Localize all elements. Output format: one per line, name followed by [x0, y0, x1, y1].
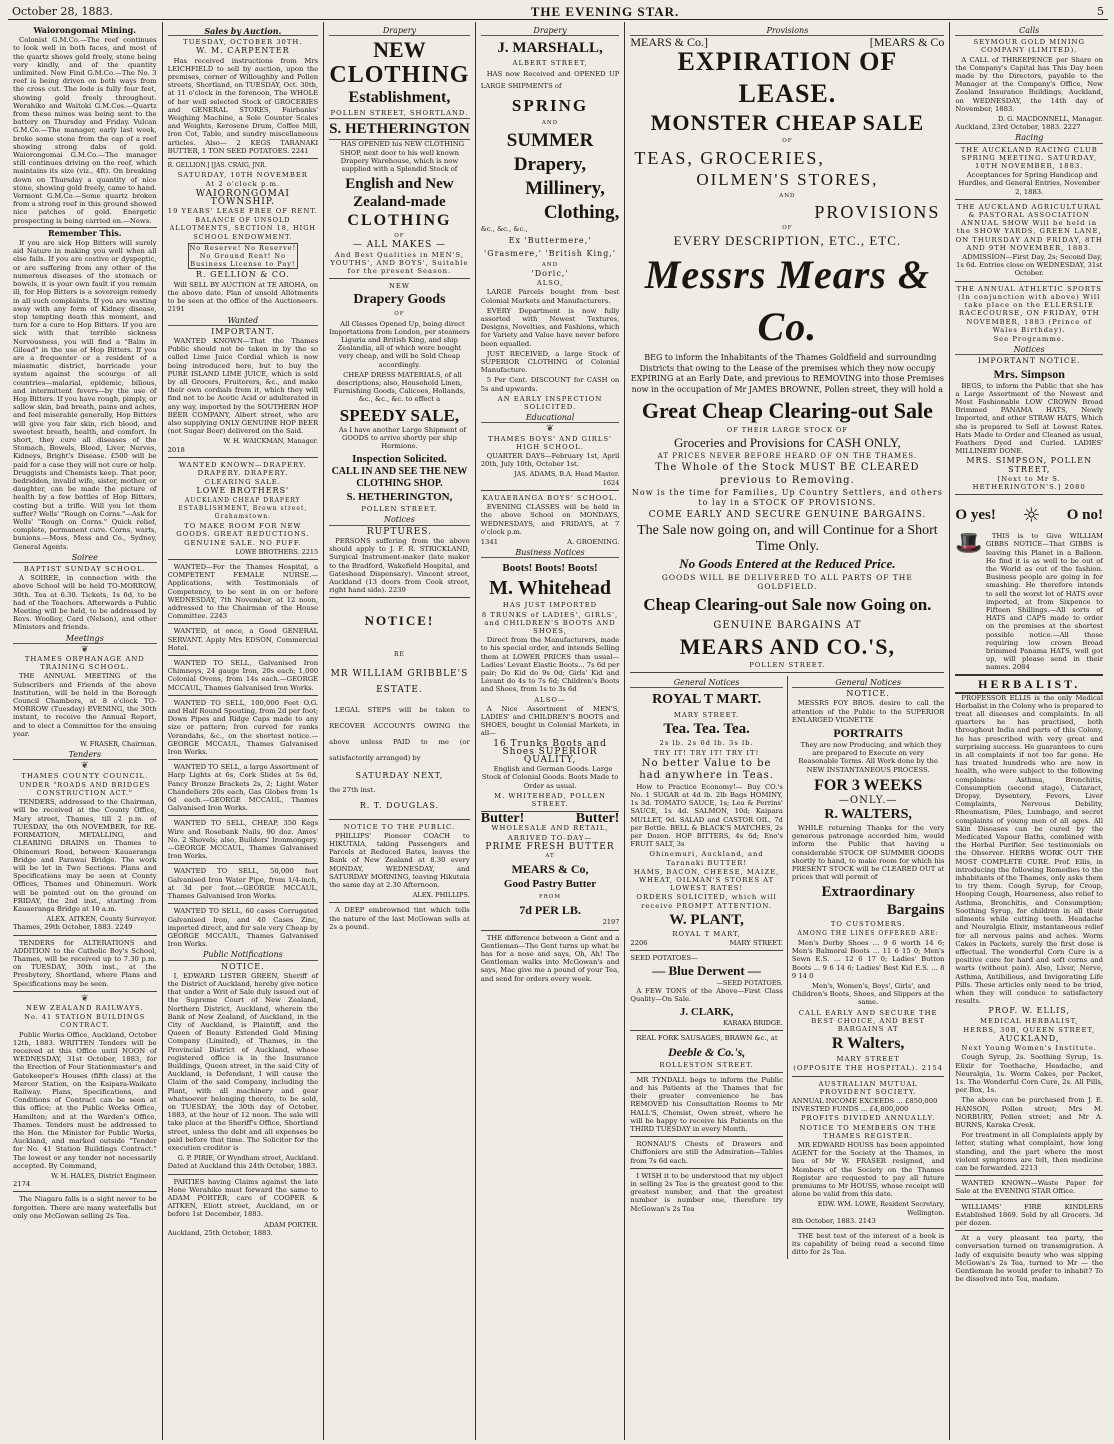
fire-kindlers: WILLIAMS' FIRE KINDLERS Established 1869. Sold by all Grocers. 3d per dozen.	[955, 1202, 1103, 1227]
edu-number: 1624	[602, 478, 620, 487]
speedy-sale: SPEEDY SALE,	[339, 405, 460, 425]
no-better-value: No better Value to be had anywhere in Teas.	[639, 757, 774, 781]
just-received: JUST RECEIVED, a large Stock of SUPERIOR CLOTHING of Colonial Manufacture.	[480, 349, 620, 375]
footer-squib: THE difference between a Gent and a Gentleman—The Gent turns up what he has for a nose and says, Oh, Ah! The Gentleman walks into McGowan's and says, Mac give me a pound of your Tea, and send for orders every week.	[480, 933, 620, 983]
simpson-next: [Next to Mr S. HETHERINGTON'S.] 2080	[972, 474, 1086, 491]
butter-price: 7d PER LB.	[519, 903, 581, 918]
foy-notice-heading: NOTICE.	[846, 689, 890, 699]
mears-left: MEARS & Co.]	[630, 35, 709, 50]
call-early: CALL EARLY AND SECURE THE BEST CHOICE, AND BEST BARGAINS AT	[798, 1008, 938, 1033]
blue-derwent: — Blue Derwent —	[652, 962, 761, 978]
plant-name: W. PLANT,	[669, 911, 744, 928]
best-qualities: And Best Qualities in MEN'S, YOUTHS', AND BOYS', Suitable for the present Season.	[330, 250, 469, 276]
teas-heading: TEAS, GROCERIES,	[634, 147, 825, 168]
section-notices: Notices	[329, 516, 470, 525]
spouting-wanted: WANTED TO SELL, 100,000 Feet O.G. and Half Round Spouting, from 2d per foot; Down Pipes and Ridge Caps made to any size or pattern; Iron curved for ranks Verandahs, &c., on the shortest notice.—GEORGE MCCAUL, Thames Galvanised Iron Works.	[167, 698, 319, 757]
mens-boots: Men's, Women's, Boys', Girls', and Children's Boots, Shoes, and Slippers at the same.	[792, 981, 945, 1007]
no-reserve-box: No Reserve! No Reserve! No Ground Rent! No Business License to Pay!	[189, 243, 297, 269]
section-educational: Educational	[481, 414, 620, 423]
establishment-heading: Establishment,	[348, 89, 451, 107]
butter-heading-1: Butter!	[480, 811, 525, 827]
saturday-next: SATURDAY NEXT,	[355, 770, 444, 780]
orders-solicited: ORDERS SOLICITED, which will receive PROMPT ATTENTION.	[636, 893, 777, 910]
railways-number: 2174	[13, 1180, 31, 1189]
herbs-address: HERBS, 30B, QUEEN STREET,	[963, 1025, 1096, 1034]
gribble-name: MR WILLIAM GRIBBLE'S	[330, 668, 469, 679]
column-4	[476, 22, 626, 1440]
estate-text: ESTATE.	[376, 684, 423, 695]
butter-line: Ohinemuri, Auckland, and Taranaki BUTTER!	[649, 850, 764, 867]
marshall-received: HAS now Received and OPENED UP LARGE SHIPMENTS of	[480, 70, 620, 91]
spring-heading: SPRING	[511, 96, 589, 116]
beg-to-inform: BEG to inform the Inhabitants of the Thames Goldfield and surrounding Districts that owing to the Lease of the premises which they now occupy EXPIRING at an Early Date, and previous to REMOVING into those Premises now in the occupation of Mr JAMES BROWNE, Pollen street, they will hold a	[630, 353, 944, 394]
re-text: RE	[393, 651, 405, 659]
section-auction: Sales by Auction.	[168, 27, 319, 36]
consultation: For treatment in all Complaints apply by letter, stating what complaint, how long standing, and the part where the most violent symptoms are felt, then medicine can be forwarded. 2213	[955, 1131, 1103, 1172]
soiree-heading: BAPTIST SUNDAY SCHOOL.	[23, 565, 146, 573]
pipe-wanted: WANTED TO SELL, 50,000 feet Galvanised Iron Water Pipe, from 1/4-inch, at 3d per foot.—GEORGE MCCAUL, Thames Galvanised Iron Works.	[167, 867, 319, 901]
next-institute: Next Young Women's Institute.	[961, 1044, 1097, 1053]
classes-text: All Classes Opened Up, being direct Importations from London, per steamers Liguria and British King, and ship Zealandia, all of which were bought very cheap, and will be Sold Cheap accordingly.	[329, 319, 470, 369]
column-6	[950, 22, 1108, 1440]
tyndall-notice: MR TYNDALL begs to inform the Public and his Patients at the Thames that for their greater convenience he has REMOVED his Consultation Rooms to Mr HALL'S, Chemist, Owen street, where he will be happy to receive his Patients on the THIRD TUESDAY in every Month.	[630, 1075, 783, 1133]
auction-time: At 2 o'clock p.m.	[205, 180, 281, 189]
shipment-text: As I have another Large Shipment of GOODS to arrive shortly per ship Hermione.	[338, 425, 467, 451]
amps-date: 8th October, 1883. 2143	[791, 1216, 876, 1225]
large-parcels: LARGE Parcels bought from best Colonial Markets and Manufacturers.	[480, 288, 620, 305]
auction-date: TUESDAY, OCTOBER 30TH.	[183, 38, 303, 47]
nice-assortment: A Nice Assortment of MEN'S, LADIES' and CHILDREN'S BOOTS and SHOES, bought in Colonial Markets, in all—	[480, 704, 620, 738]
arrived-today: ARRIVED TO-DAY—	[507, 833, 593, 842]
no-goods-entered: No Goods Entered at the Reduced Price.	[679, 556, 896, 572]
masthead	[8, 4, 1108, 20]
whitehead-signature: M. WHITEHEAD, POLLEN STREET.	[494, 791, 606, 808]
pollen-street: POLLEN STREET.	[749, 660, 826, 669]
sheriff-date: Dated at Auckland this 24th October, 1883.	[167, 1162, 318, 1171]
page-number: 5	[1096, 5, 1104, 18]
crest-ornament-icon: ❦	[81, 993, 89, 1004]
deeble-name: Deeble & Co.'s,	[667, 1044, 746, 1059]
butter-heading-2: Butter!	[575, 811, 620, 827]
heading-mining: Waiorongomai Mining.	[33, 25, 137, 35]
call-in-text: CALL IN AND SEE THE NEW CLOTHING SHOP.	[331, 466, 468, 490]
township-heading: WAIORONGOMAI TOWNSHIP.	[195, 188, 290, 207]
lowe-heading: LOWE BROTHERS'	[196, 486, 290, 496]
evening-classes: EVENING CLASSES will be held in the above School on MONDAYS, WEDNESDAYS, and FRIDAYS, at 7 o'clock p.m.	[480, 503, 620, 536]
cheap-sale: Cheap Clearing-out Sale now Going on.	[643, 594, 932, 614]
hat-icon: 🎩	[955, 531, 983, 557]
ellis-ad: PROFESSOR ELLIS is the only Medical Herbalist in the Colony who is prepared to treat all diseases and complaints. In all quarters he has practised, both throughout India and parts of this Colony, he has prescribed with very great and surprising success. He guarantees to cure in all complaints if not too far gone. He has treated hundreds who are now in health, who were subject to the following complaints: Asthma, Bronchitis, Consumption (second stage), Cataract, Dropsy, Dysentery, Fevers, Liver Complaints, Nervous Debility, Rheumatism, Piles, Lumbago, and secret complaints of young men of all ages. All Skin Diseases can be cured by the Medicated Vapour Baths, combined with the Herbal Purifier. See testimonials on the Observer. HERBS WORK OUT THE MOST COMPLETE CURE. Prof. Ellis, in introducing the following Remedies to the inhabitants of the Thames, only asks them to try them. Cough Syrup, for Croup, Hooping Cough, Hoarseness, also relief to Asthma, Bronchitis, and Consumption; Soothing Syrup, for children in all their ailments while cutting teeth. Headache and Neuralgia Elixir, instantaneous relief for all nervous pains and aches. Worm Cakes in Packets, surely the first dose is effectual. The wonderful Corn Cure is a positive cure for hard and soft corns and warts (without pain). Also, Liver, Nerve, Asthma, Antibilious, and Invigorating Life Pills. These articles only need to be tried, when they will conduce to satisfactory results.	[955, 693, 1103, 1006]
trunks-16: 16 Trunks Boots and Shoes SUPERIOR QUALITY,	[493, 738, 607, 765]
purchase-from: The above can be purchased from J. E. HANSON, Pollen street; Mrs M. NORBURY, Pollen street; and Mr A. BURNS, Karaka Creek.	[955, 1096, 1103, 1129]
section-wanted: Wanted	[168, 317, 319, 326]
simpson-heading: Mrs. Simpson	[993, 366, 1065, 381]
section-provisions: Provisions	[630, 27, 944, 36]
clark-name: J. CLARK,	[679, 1006, 734, 1019]
footer-squib: The Niagara falls is a sight never to be forgotten. There are many waterfalls but only one McGowan selling 2s Tea.	[13, 1195, 157, 1220]
notice-to-members: NOTICE TO MEMBERS ON THE THAMES REGISTER.	[799, 1123, 937, 1140]
footer-squib: THE best test of the interest of a book is its capability of being read a second time ditto for 2s Tea.	[791, 1231, 945, 1257]
nails-wanted: WANTED TO SELL, CHEAP, 350 Kegs Wire and Rosebank Nails, 90 doz. Ames' No. 2 Shovels; also, Builders' Ironmongery.—GEORGE MCCAUL, Thames Galvanised Iron Works.	[167, 819, 319, 861]
phillips-signature: ALEX. PHILLIPS.	[412, 891, 470, 900]
boots-heading: Boots! Boots! Boots!	[502, 562, 598, 575]
hetherington-opened: HAS OPENED his NEW CLOTHING SHOP, next door to his well known Drapery Warehouse, which is now supplied with a Splendid Stock of	[339, 140, 465, 174]
clothing-heading: Clothing,	[543, 201, 620, 223]
sale-now: The Sale now going on, and will Continue for a Short Time Only.	[637, 523, 938, 555]
seymour-call: A CALL of THREEPENCE per Share on the Company's Capital has This Day been made by the Directors, payable to the Manager at the Company's Office, New Zealand Insurance Buildings, Auckland, on WEDNESDAY, the 14th day of November, 1883.	[955, 55, 1103, 113]
whitehead-name: M. Whitehead	[489, 577, 611, 600]
and-text: AND	[779, 192, 796, 199]
portraits-heading: PORTRAITS	[833, 726, 903, 741]
extraordinary: Extraordinary	[821, 884, 915, 901]
groening-signature: A. GROENING.	[567, 537, 620, 546]
porter-date: Auckland, 25th October, 1883.	[167, 1228, 273, 1237]
council-subheading: UNDER "ROADS AND BRIDGES CONSTRUCTION ACT."	[19, 780, 151, 798]
millinery-heading: Millinery,	[525, 177, 605, 199]
section-notices: Notices	[955, 346, 1103, 355]
general-notices-right	[787, 676, 945, 1259]
new-heading: NEW	[373, 37, 426, 63]
messrs-mears-heading: Messrs Mears & Co.	[644, 252, 930, 350]
among-lines: AMONG THE LINES OFFERED ARE:	[797, 929, 939, 937]
derwent-sub: —SEED POTATOES.	[716, 978, 783, 987]
mary-street-3: MARY STREET	[836, 1055, 900, 1064]
now-is-time: Now is the time for Families, Up Country Settlers, and others to lay in a STOCK OF PROVISIONS.	[631, 488, 943, 508]
coach-notice: PHILLIPS' Pioneer COACH to HIKUTAIA, taking Passengers and Parcels at Reduced Rates, leaves the Bank of New Zealand at 8.30 every MONDAY, WEDNESDAY, and SATURDAY MORNING, leaving Hikutaia the same day at 2.30 Afternoon.	[329, 831, 470, 889]
come-early: COME EARLY AND SECURE GENUINE BARGAINS.	[648, 510, 927, 521]
werahiko-claims: PARTIES having Claims against the late Hone Werahiko must forward the same to ADAM PORTER, care of COOPER & AITKEN, Eliott street, Auckland, on or before 1st December, 1883.	[167, 1177, 319, 1219]
notice-heading: NOTICE!	[364, 613, 435, 629]
houss-notice: MR EDWARD HOUSS has been appointed AGENT for the Society at the Thames, in lieu of Mr W. FRASER resigned, and Members of the Society on the Thames Register are requested to pay all future premiums to Mr HOUSS, whose receipt will alone be valid from this date.	[791, 1140, 945, 1199]
mining-report: Colonist G.M.Co.—The reef continues to look well in both faces, and most of the quartz shows gold freely, stone being very kindly, and of the quantity unlimited. New Find G.M.Co.—The No. 3 reef is being driven on both ways from the cross cut. The lode is fully four feet, showing gold freely throughout. Werahiko and Waitoki G.M.Cos.—Quartz from these mines was being sent to the battery on Thursday and Friday. Vulcan G.M.Co.—The manager, early last week, broke some stone from the cap of a reef showing strong dabs of gold. Waiorongomai G.M.Co.—The manager still continues driving on the reef, which maintains its size (viz., 4ft). On breaking down on Thursday a quantity of nice stone, showing gold freely, came to hand. Vermont G.M.Co.—Some quartz broken from a strong reef in this ground showed nice patches of gold. Energetic prospecting is being carried on.—News.	[13, 36, 157, 225]
mary-street: MARY STREET.	[673, 711, 740, 720]
trunks-8: 8 TRUNKS of LADIES', GIRLS', and CHILDREN'S BOOTS AND SHOES,	[481, 610, 619, 635]
saturday-date: SATURDAY, 10TH NOVEMBER	[177, 171, 308, 180]
sheriff-notice: I, EDWARD LISTER GREEN, Sheriff of the District of Auckland, hereby give notice that under a Writ of Sale duly issued out of the Supreme Court of New Zealand, Northern District, Auckland, wherein the Bank of New Zealand, of Auckland, in the City of Auckland, is Plaintiff, and the Queen of Beauty Extended Gold Mining Company (Limited), of Thames, in the Provincial District of Auckland, whose registered office is in the Insurance Buildings, Queen street, in the said City of Auckland, is Defendant, I will cause the Claim of the said Company, including the Plant, with all machinery and gear whatsoever belonging thereto, to be sold, on TUESDAY, the 30th day of October, 1883, at the hour of 12 noon. The sale will take place at the Sheriff's Office, Shortland street, unless the debt and all expenses be paid before that time. The Solicitor for the execution creditor is	[167, 971, 319, 1152]
prime-butter: PRIME FRESH BUTTER	[485, 841, 615, 852]
economy-list: How to Practice Economy!— Buy CO.'s No. 1 SUGAR at 4d lb. 2lb Bags HOMINY, 1s 3d. TOMATO SAUCE, 1s; Lea & Perrins' SAUCE, 1s 4d. SALMON, 10d; Kaipara MULLET, 9d. SALAD and CASTOR OIL, 7d per Bottle. BELL & BLACK'S MATCHES, 2s per Dozen. HOP BITTERS, 4s 6d; Eno's FRUIT SALT, 3s	[630, 782, 783, 849]
lowe-text: TO MAKE ROOM FOR NEW GOODS. GREAT REDUCTIONS. GENUINE SALE. NO PUFF.	[176, 522, 310, 547]
lime-juice-notice: WANTED KNOWN—That the Thames Public should not be taken in by the so called Lime Juice Cordial which is now being introduced here, but to buy the PURE ISLAND LIME JUICE, which is sold by all Grocers, Fruiterers, &c., and make their own cordials from it, which they will find not to be Acetic Acid or adulterated in any way, imported by the SOUTHERN HOP BEER COMPANY, Albert street, who are also supplying ONLY GENUINE HOP BEER (not Sugar Beer) delivered on the Said.	[167, 336, 319, 436]
ellis-signature: PROF. W. ELLIS,	[988, 1006, 1071, 1016]
issue-date: October 28, 1883.	[12, 5, 114, 18]
of-text: OF	[394, 233, 405, 240]
only-text: —ONLY.—	[838, 794, 898, 806]
section-drapery: Drapery	[329, 27, 470, 36]
gellion-auction: Will SELL BY AUCTION at TE AROHA, on the above date. Plan of unsold Allotments to be seen at the office of the Auctioneers. 2191	[167, 280, 319, 314]
drapery-wanted-heading: WANTED KNOWN—DRAPERY. DRAPERY. DRAPERY.	[179, 460, 307, 477]
lights-wanted: WANTED TO SELL, a large Assortment of Harp Lights at 6s, Cork Slides at 5s 6d, Fancy Bronze Brackets 2s, 2; Light Water Chandeliers 20s each, Gas Globes from 1s 6d each.—GEORGE MCCAUL, Thames Galvanised Iron Works.	[167, 763, 319, 813]
orphanage-notice: THE ANNUAL MEETING of the Subscribers and Friends of the above Institution, will be held in the Borough Council Chambers, at 8 o'clock TO-MORROW (Tuesday) EVENING, the 30th instant, to receive the Annual Report, and to elect a Committee for the ensuing year.	[13, 672, 157, 738]
council-tender: TENDERS, addressed to the Chairman, will be received at the County Office, Mary street, Thames, till 2 p.m. of TUESDAY, the 6th NOVEMBER, for RE-FORMATION, METALLING, and CLEARING DRAINS on Thames to Ohinemuri Road, between Kauaeranga Bridge and Parawai Bridge. The work will be let in Two Sections. Plans and Specifications may be seen at County Offices, Thames and Ohinemuri. Work will be pointed out on the ground on FRIDAY, the 2nd inst., starting from Kauaeranga Bridge at 10 a.m.	[13, 798, 157, 913]
hams-line: HAMS, BACON, CHEESE, MAIZE, WHEAT, OILMAN'S STORES AT LOWEST RATES!	[633, 867, 780, 893]
soiree-notice: A SOIREE, in connection with the above School will be held TO-MORROW, 30th. Tea at 6.30. Tickets, 1s 6d, to be had of the Teachers. Afterwards a Public Meeting will be held, to be addressed by Revs. Woolley, Card (Nelson), and other Ministers and friends.	[13, 574, 157, 632]
drapery-heading: Drapery,	[513, 153, 587, 175]
new-text: NEW	[388, 282, 410, 291]
gellion-line: R. GELLION.] [JAS. CRAIG, JNR.	[167, 162, 267, 170]
orphanage-signature: W. FRASER, Chairman.	[80, 740, 157, 749]
plant-number: 2206	[630, 939, 648, 948]
railways-tender: Public Works Office, Auckland, October 12th, 1883. WRITTEN Tenders will be received at this Office until NOON of WEDNESDAY, 31st October, 1883, for the Erection of Four Stationmaster's and Gatekeeper's Houses (fifth class) at the Mercer Station, on the Kaipara-Waikato Railway. Plans, Specifications, and Conditions of Contract can be seen at this office; at the Public Works Office, Hamilton; and at the Warden's Office, Thames. Tenders must be addressed to the Hon. the Minister for Public Works, Auckland, and marked outside "Tender for No. 41 Station Buildings Contract." The lowest or any tender not necessarily accepted. By Command,	[13, 1030, 157, 1170]
early-inspection: AN EARLY INSPECTION SOLICITED.	[497, 394, 603, 412]
while-returning: WHILE returning Thanks for the very generous patronage accorded him, would inform the Public that having a considerable STOCK OF SUMMER GOODS shortly to hand, to make room for which his PRESENT STOCK will be CLEARED OUT at prices that will permit of	[791, 824, 945, 882]
adams-signature: JAS. ADAMS, B.A. Head Master.	[513, 470, 620, 479]
racing-acceptances: Acceptances for Spring Handicap and Hurdles, and General Entries, November 2, 1883.	[958, 171, 1101, 196]
council-heading: THAMES COUNTY COUNCIL.	[21, 771, 149, 780]
every-department: EVERY Department is now fully assorted with Newest Textures, Designs, Novelties, and Fashions, which for Variety and Value have never before been equalled.	[480, 306, 620, 348]
servant-wanted: WANTED, at once, a Good GENERAL SERVANT. Apply Mrs EDSON, Commercial Hotel.	[167, 627, 319, 652]
column-3	[324, 22, 476, 1440]
nurse-wanted: WANTED—For the Thames Hospital, a COMPETENT FEMALE NURSE.—Applications, with Testimonials of Competency, to be sent in on or before WEDNESDAY, 7th November, at 12 noon, addressed to the Chairman of the House Committee. 2243	[167, 562, 319, 621]
mears-right: [MEARS & Co	[869, 35, 945, 50]
column-1	[8, 22, 163, 1440]
expiration-heading: EXPIRATION OF LEASE.	[677, 47, 898, 109]
balloon-notice: THIS is to Give WILLIAM GIBBS NOTICE—That GIBBS is leaving this Planet in a Balloon. He find it is as well to be out of the World as out of the fashion. Business people are going in for smashing. He therefore intends to sell the worst lot of HATS ever imported, at from Sixpence to Fifteen Shillings.—All sorts of HATS and CAPS made to order on the premises at the shortest possible notice.—All those requiring low crown Broad brimmed Panama HATS, well got up, will please send in their names. 2084	[985, 532, 1103, 672]
public-notice-heading: NOTICE TO THE PUBLIC.	[343, 822, 456, 831]
footer-squib: I WISH it to be understood that my object in selling 2s Tea is the greatest good to the greatest number, and that the greatest number is number one, therefore try McGowan's 2s Tea	[630, 1171, 783, 1213]
kauaeranga-heading: KAUAERANGA BOYS' SCHOOL.	[482, 493, 618, 502]
crest-ornament-icon: ❦	[81, 644, 89, 655]
gellion-name: R. GELLION & CO.	[196, 270, 290, 280]
column-5	[625, 22, 950, 1440]
crest-ornament-icon: ❦	[546, 424, 554, 435]
section-racing: Racing	[955, 134, 1103, 143]
mary-street-2: MARY STREET.	[729, 939, 783, 948]
agricultural-show: THE AUCKLAND AGRICULTURAL & PASTORAL ASSOCIATION ANNUAL SHOW Will be held in the SHOW YARDS, GREEN LANE, ON THURSDAY AND FRIDAY, 8TH AND 9TH NOVEMBER, 1883.	[955, 202, 1103, 252]
wholesale-retail: WHOLESALE AND RETAIL,	[491, 824, 609, 833]
shortland-address: POLLEN STREET, SHORTLAND.	[330, 109, 469, 118]
profits-divided: PROFITS DIVIDED ANNUALLY.	[800, 1114, 936, 1123]
heading-remember: Remember This.	[13, 227, 157, 237]
iron-cases-wanted: WANTED TO SELL, 60 cases Corrugated Galvanised Iron, and 40 Cases Zinc, imported direct, and for sale very Cheap by GEORGE MCCAUL, Thames Galvanised Iron Works.	[167, 907, 319, 949]
catholic-tender: TENDERS for ALTERATIONS and ADDITION to the Catholic Boy's School, Thames, will be received up to 7.30 p.m. on TUESDAY, 30th inst., at the Presbytery, Shortland, where Plans and Specifications may be seen.	[13, 938, 157, 988]
footer-squib: At a very pleasant tea party, the conversation turned on transmigration. A lady of exquisite beauty who was sipping McGowan's 2s Tea, turned to Mr — the Gentleman he would prefer to inhabit? To be dissolved into Tea, madam.	[955, 1234, 1103, 1284]
english-heading: English and New Zealand-made	[345, 176, 454, 211]
mears-and-co: MEARS AND CO.'S,	[679, 633, 895, 659]
carpenter-name: W. M. CARPENTER	[196, 46, 290, 56]
albert-street: ALBERT STREET,	[512, 59, 588, 68]
athletic-sports: THE ANNUAL ATHLETIC SPORTS (In conjunction with above) Will take place on the ELLERSLIE RACECOURSE, ON FRIDAY, 9TH NOVEMBER, 1883 (Prince of Wales Birthday).	[956, 284, 1102, 334]
remedy-prices: Cough Syrup, 2s. Soothing Syrup, 1s. Elixir for Toothache, Headache, and Neuralgia, 1s. Worm Cakes, per Packet, 1s. The Wonderful Corn Cure, 2s. All Pills, per Box, 1s.	[955, 1053, 1103, 1095]
railways-signature: W. H. HALES, District Engineer.	[51, 1172, 157, 1181]
inst-text: the 27th inst.	[329, 786, 376, 795]
herbalist-heading: HERBALIST.	[955, 674, 1103, 694]
cash-discount: 5 Per Cent. DISCOUNT for CASH on 5s and upwards.	[480, 376, 620, 393]
high-school-heading: THAMES BOYS' AND GIRLS' HIGH SCHOOL.	[488, 434, 612, 451]
section-soiree: Soiree	[13, 554, 157, 563]
paper-title: THE EVENING STAR.	[530, 3, 680, 19]
hetherington-name-2: S. HETHERINGTON,	[346, 491, 453, 504]
all-makes: — ALL MAKES —	[352, 240, 447, 251]
lowe-subheading: AUCKLAND CHEAP DRAPERY ESTABLISHMENT, Brown street, Grahamstown.	[178, 496, 308, 520]
racing-club: THE AUCKLAND RACING CLUB SPRING MEETING. SATURDAY, 10TH NOVEMBER, 1883.	[960, 145, 1098, 171]
see-programme: See Programme.	[993, 334, 1065, 343]
of-text: OF	[782, 138, 793, 145]
english-german: English and German Goods. Large Stock of Colonial Goods. Boots Made to Order as usual.	[481, 765, 619, 790]
important-heading: IMPORTANT.	[211, 326, 275, 336]
whole-stock: The Whole of the Stock MUST BE CLEARED previous to Removing.	[655, 462, 920, 487]
section-general-2: General Notices	[792, 679, 945, 688]
hop-bitters-ad: If you are sick Hop Bitters will surely aid Nature in making you well when all else fails. If you are costive or dyspeptic, or are suffering from any other of the numerous diseases of the stomach or bowels, it is your own fault if you remain ill, for Hop Bitters is a sovereign remedy in all such complaints. If you are wasting away with any form of Kidney disease, stop tempting death this moment, and turn for a cure to Hop Bitters. If you are sick with that terrible sickness Nervousness, you will find a "Balm in Gilead" in the use of Hop Bitters. If you are a frequenter or a resident of a miasmatic district, barricade your system against the scourge of all countries—malarial, epidemic, bilious, and intermittent fevers—by the use of Hop Bitters. If you have rough, pimply, or sallow skin, bad breath, pains and aches, and feel miserable generally, Hop Bitters will give you fair skin, rich blood, and sweetest breath, health, and comfort. In short, they cure all diseases of the Stomach, Bowels, Blood, Liver, Nerves, Kidneys, Bright's Disease. £500 will be paid for a case they will not cure or help. Druggists and Chemists keep. That poor, bedridden, invalid wife, sister, mother, or daughter, can be made the picture of health by a few bottles of Hop Bitters, costing but a trifle. Will you let them suffer? Wells' "Rough on Corns."—Ask for Wells' "Rough on Corns." Quick relief, complete, permanent cure. Corns, warts, bunions.—Moss, Mess and Co., Sydney, General Agents.	[13, 239, 157, 551]
footer-squib: A DEEP embrowned tint which tells the nature of the last McGowan sells at 2s a pound.	[329, 906, 470, 931]
and-text: AND	[541, 120, 559, 127]
important-number: 2018	[167, 445, 185, 454]
crest-ornament-icon: ❦	[81, 761, 89, 772]
waste-paper: WANTED KNOWN—Waste Paper for Sale at the EVENING STAR Office.	[955, 1179, 1103, 1196]
hetherington-name: S. HETHERINGTON	[329, 118, 470, 140]
provisions-heading: PROVISIONS	[814, 201, 941, 222]
clearing-sale: CLEARING SALE.	[204, 478, 281, 487]
invested-funds: INVESTED FUNDS ... £4,800,000	[791, 1105, 909, 1114]
pork-sausages: REAL FORK SAUSAGES, BRAWN &c., at	[636, 1034, 778, 1043]
lease-heading: 19 YEARS' LEASE FREE OF RENT.	[167, 207, 318, 216]
kau-number: 1341	[480, 537, 499, 546]
carpenter-auction: Has received instructions from Mrs LEICHFIELD to sell by auction, upon the premises, corner of Willoughby and Pollen streets, Shortland, on TUESDAY, Oct. 30th, at 11 o'clock in the forenoon, The WHOLE of her well selected Stock of GROCERIES and GENERAL STORES, Fairbanks' Weighing Machine, a Sole Counter Scales and Weights, Kerosene Drum, Coffee Mill, Iron Cot, Table, and sundry miscellaneous articles. Also— 2 KEGS TARANAKI BUTTER, 1 TON SEED POTATOES. 2241	[167, 56, 319, 155]
genuine-bargains: GENUINE BARGAINS AT	[713, 619, 862, 631]
railways-heading: NEW ZEALAND RAILWAYS.	[25, 1003, 144, 1012]
column-2	[163, 22, 325, 1440]
lines-offered: Men's Derby Shoes ... 9 6 worth 14 6; Men's Balmoral Boots ... 11 6 15 0; Men's Sewn E.S. ... 12 6 17 0; Ladies' Button Boots ... 9 6 14 6; Ladies' Best Kid E.S. ... 8 9 14 0	[791, 938, 945, 980]
medical-herbalist: MEDICAL HERBALIST,	[980, 1016, 1079, 1025]
great-sale-heading: Great Cheap Clearing-out Sale	[641, 398, 933, 424]
three-weeks: FOR 3 WEEKS	[814, 776, 923, 794]
sheriff-signature: G. P. PIRIE, Of Wyndham street, Auckland.	[177, 1154, 319, 1163]
quarter-days: QUARTER DAYS—February 1st, April 20th, July 10th, October 1st.	[480, 452, 620, 469]
of-their-stock: OF THEIR LARGE STOCK OF	[726, 426, 848, 435]
and-text-2: AND	[541, 261, 559, 268]
royal-t-mart-2: ROYAL T MART,	[672, 929, 741, 938]
tea-heading: Tea. Tea. Tea.	[663, 721, 750, 738]
also-text-2: ALSO—	[534, 695, 566, 704]
orphanage-heading: THAMES ORPHANAGE AND TRAINING SCHOOL.	[24, 655, 145, 672]
rolleston-street: ROLLESTON STREET.	[659, 1060, 754, 1069]
doric-text: 'Doric,'	[531, 269, 569, 279]
tea-prices: 2s lb. 2s 6d lb. 3s lb.	[659, 739, 754, 748]
council-signature: ALEX. AITKEN, County Surveyor.	[46, 915, 157, 924]
annual-income: ANNUAL INCOME EXCEEDS ... £850,000	[791, 1096, 938, 1105]
ship-names: Ex 'Buttermere,' 'Grasmere,' 'British King,'	[484, 235, 617, 258]
drapery-goods-heading: Drapery Goods	[353, 292, 446, 308]
amps-heading: AUSTRALIAN MUTUAL PROVIDENT SOCIETY.	[818, 1079, 918, 1096]
pollen-street: POLLEN STREET.	[361, 505, 438, 514]
legal-steps: LEGAL STEPS will be taken to RECOVER ACCOUNTS OWING the above unless PAID to me (or satisfactorily arranged) by	[329, 705, 470, 762]
section-public: Public Notifications	[168, 951, 319, 960]
groceries-cash: Groceries and Provisions for CASH ONLY,	[674, 435, 901, 451]
walters-name-2: R Walters,	[831, 1035, 905, 1053]
section-drapery: Drapery	[481, 27, 620, 36]
royal-t-mart: ROYAL T MART.	[652, 692, 762, 708]
of-text-2: OF	[394, 311, 405, 318]
seymour-heading: SEYMOUR GOLD MINING COMPANY (LIMITED).	[973, 38, 1085, 55]
important-signature: W. H. WAICKMAN, Manager.	[223, 437, 319, 446]
o-no: O no!	[1066, 507, 1103, 524]
simpson-signature: MRS. SIMPSON, POLLEN STREET,	[966, 456, 1093, 474]
prices-never: AT PRICES NEVER BEFORE HEARD OF ON THE THAMES.	[657, 452, 918, 461]
section-meetings: Meetings	[13, 635, 157, 644]
dress-materials: CHEAP DRESS MATERIALS, of all descriptions; also, Household Linen, Furnishing Goods, Calicoes, Hollands, &c., &c., &c. to effect a	[333, 370, 466, 404]
bargains: Bargains	[886, 902, 945, 919]
clothing-heading: CLOTHING	[329, 62, 470, 89]
etc-text: &c., &c., &c.,	[480, 224, 528, 233]
railways-subheading: No. 41 STATION BUILDINGS CONTRACT.	[24, 1013, 146, 1030]
auckland-text: AUCKLAND,	[999, 1033, 1060, 1043]
sheriff-notice-heading: NOTICE.	[221, 961, 265, 971]
show-admission: ADMISSION—First Day, 2s; Second Day, 1s 6d. Entries close on WEDNESDAY, 31st October.	[956, 253, 1103, 278]
rennau-notice: RONNAU'S Chests of Drawers and Chiffoniers are still the Admiration—Tables from 7s 6d each.	[630, 1140, 783, 1165]
just-imported: HAS JUST IMPORTED	[502, 601, 598, 610]
karaka-bridge: KARAKA BRIDGE.	[723, 1019, 783, 1028]
lowe-signature: LOWE BROTHERS. 2215	[235, 547, 319, 556]
from-text: FROM	[538, 894, 562, 901]
monster-sale-heading: MONSTER CHEAP SALE	[650, 110, 925, 136]
to-customers: TO CUSTOMERS.	[830, 920, 906, 929]
lowe-signature: EDW. WM. LOWE, Resident Secretary, Wellington.	[817, 1200, 945, 1217]
at-text: AT	[545, 853, 555, 859]
seed-potatoes: SEED POTATOES—	[630, 954, 698, 963]
council-date: Thames, 29th October, 1883. 2249	[13, 923, 133, 932]
section-general-1: General Notices	[630, 679, 783, 688]
columns	[8, 22, 1108, 1440]
douglas-signature: R. T. DOUGLAS.	[359, 801, 440, 811]
marshall-name: J. MARSHALL,	[497, 40, 603, 57]
section-tenders: Tenders	[13, 751, 157, 760]
seymour-date: Auckland, 23rd October, 1883. 2227	[955, 123, 1081, 132]
simpson-ad: BEGS, to inform the Public that she has a Large Assortment of the Newest and Most Fashionable LOW CROWN Broad Brimmed PANAMA HATS, Newly Imported, and other STRAW HATS, Which she is prepared to Sell at Lowest Rates. Hats Made to Order and Cleaned as usual, Feathers Dyed and Curled. LADIES' MILLINERY DONE.	[955, 381, 1103, 456]
few-tons: A FEW TONS of the Above—First Class Quality—On Sale.	[630, 986, 783, 1003]
direct-from: Direct from the Manufacturers, made to his special order, and intends Selling them at LOWER PRICES than usual— Ladies' Levant Elastic Boots... 7s 6d per pair; Do Kid do 9s 0d; Girls' Kid and Levant do 4s to 7s 6d; Children's Boots and Shoes, from 1s to 3s 6d	[480, 636, 620, 694]
balance-heading: BALANCE OF UNSOLD ALLOTMENTS, SECTION 18, HIGH SCHOOL ENDOWMENT.	[169, 216, 317, 241]
ruptures-ad: PERSONS suffering from the above should apply to J. F. R. STRICKLAND, Surgical Instrument-maker (late maker to the Bradford, Wakefield Hospital, and Gateshead Dispensary). Vincent street, Auckland (13 doors from Cook street, right hand side). 2239	[329, 536, 470, 595]
mears-co: MEARS & Co,	[511, 862, 589, 877]
pastry-butter: Good Pastry Butter	[503, 878, 597, 891]
inspection-solicited: Inspection Solicited.	[352, 453, 447, 466]
porter-signature: ADAM PORTER.	[264, 1220, 319, 1229]
seymour-signature: D. G. MACDONNELL, Manager.	[997, 115, 1103, 124]
foy-notice: MESSRS FOY BROS. desire to call the attention of the Public to the SUPERIOR ENLARGED VIGNETTE	[791, 699, 945, 724]
o-yes: O yes!	[955, 507, 996, 524]
walters-name: R. WALTERS,	[824, 807, 912, 823]
clothing-heading-2: CLOTHING	[347, 212, 452, 230]
general-notices-left	[630, 676, 783, 1259]
portraits-text: They are now Producing, and which they are prepared to Execute on very Reasonable Terms. All Work done by the NEW INSTANTANEOUS PROCESS.	[798, 741, 942, 774]
opposite-hospital: (OPPOSITE THE HOSPITAL). 2154	[793, 1064, 944, 1073]
every-description: EVERY DESCRIPTION, ETC., ETC.	[673, 233, 902, 249]
section-business: Business Notices	[481, 549, 620, 558]
of-text-2: OF	[782, 224, 793, 231]
butter-number: 2197	[602, 918, 620, 927]
also-text: ALSO,	[536, 279, 564, 288]
goods-delivered: GOODS WILL BE DELIVERED TO ALL PARTS OF THE GOLDFIELD.	[661, 573, 913, 591]
galvanised-wanted: WANTED TO SELL, Galvanised Iron Chimneys, 24 gauge Iron, 20s each; 1,000 Colonial Ovens, from 14s each.—GEORGE MCCAUL, Thames Galvanised Iron Works.	[167, 659, 319, 692]
oilmen-heading: OILMEN'S STORES,	[696, 169, 879, 189]
section-calls: Calls	[955, 27, 1103, 36]
try-it: TRY IT! TRY IT! TRY IT!	[653, 748, 760, 757]
summer-heading: SUMMER	[506, 129, 594, 151]
sun-face-icon: ☼	[1022, 503, 1041, 528]
important-notice-heading: IMPORTANT NOTICE.	[977, 356, 1081, 366]
ruptures-heading: RUPTURES.	[366, 526, 432, 537]
